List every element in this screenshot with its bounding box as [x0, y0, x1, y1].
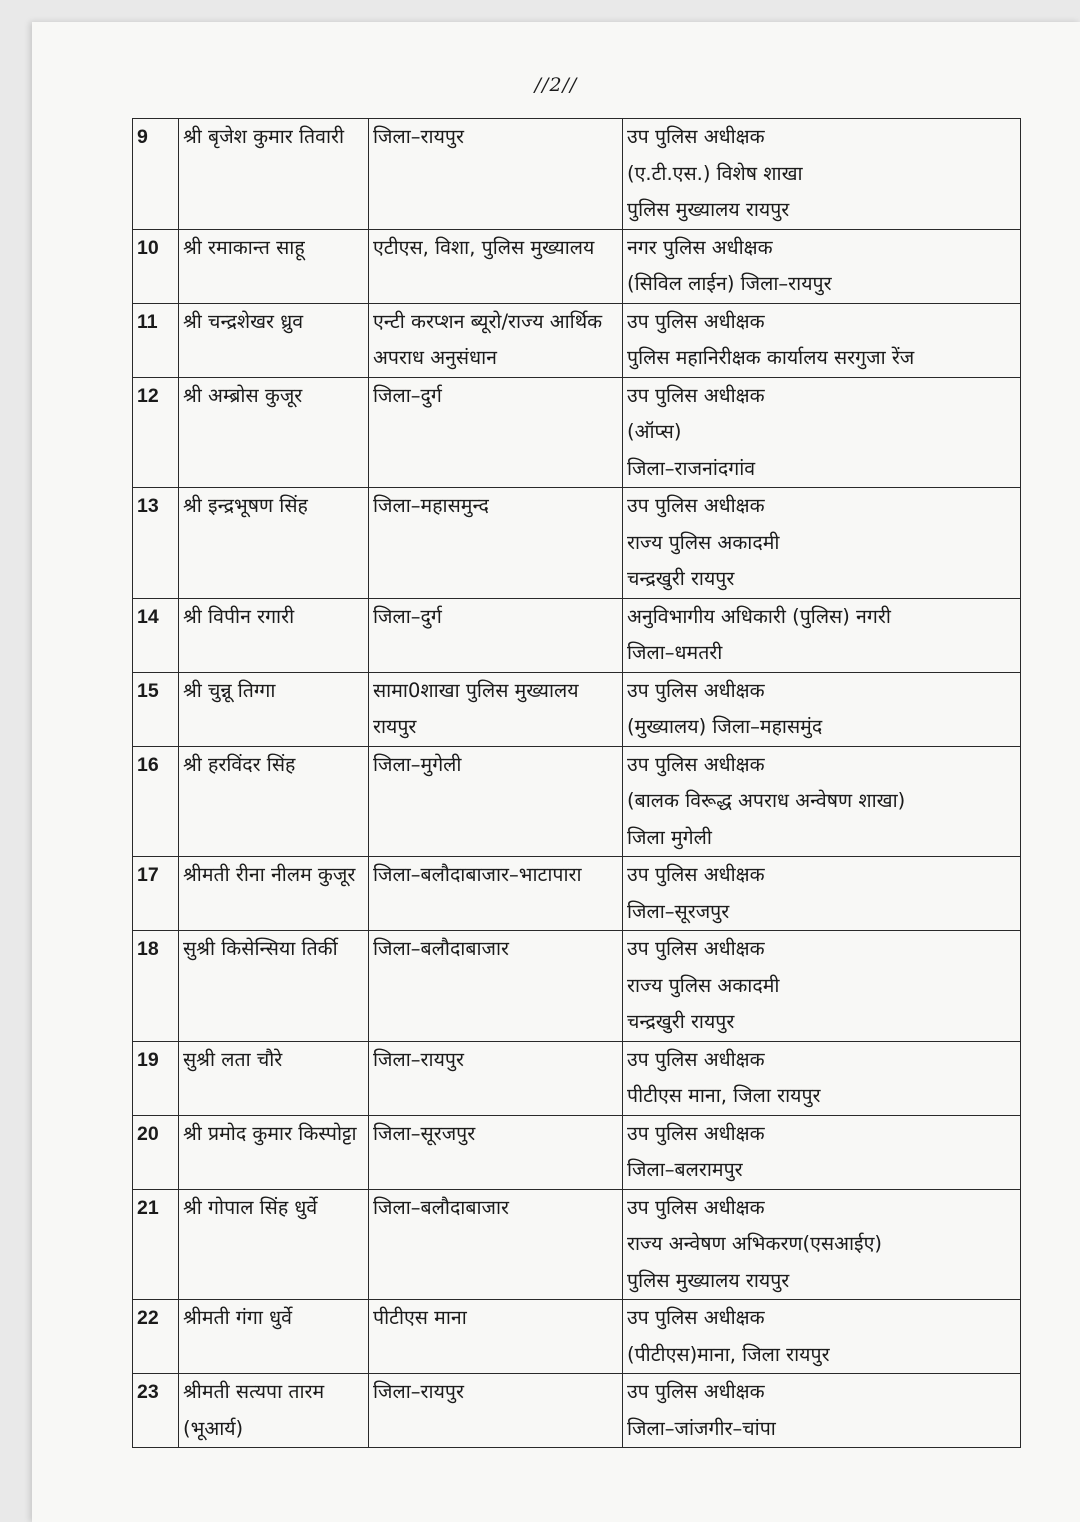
- current-posting: जिला–दुर्ग: [369, 377, 623, 488]
- new-posting-line: चन्द्रखुरी रायपुर: [627, 1010, 735, 1033]
- serial-number: 22: [133, 1300, 179, 1374]
- current-posting: जिला–दुर्ग: [369, 598, 623, 672]
- new-posting-line: चन्द्रखुरी रायपुर: [627, 567, 735, 590]
- new-posting-line: उप पुलिस अधीक्षक: [627, 1121, 765, 1145]
- officer-name: श्रीमती सत्यपा तारम (भूआर्य): [179, 1374, 369, 1448]
- new-posting: [623, 377, 1021, 488]
- serial-number: 21: [133, 1189, 179, 1300]
- serial-number: 19: [133, 1041, 179, 1115]
- new-posting-line: अनुविभागीय अधिकारी (पुलिस) नगरी: [627, 604, 891, 628]
- new-posting-line: जिला मुगेली: [627, 825, 712, 849]
- current-posting: जिला–मुगेली: [369, 746, 623, 857]
- officer-name: श्री विपीन रगारी: [179, 598, 369, 672]
- serial-number: 10: [133, 229, 179, 303]
- transfer-table: [132, 118, 1021, 1448]
- table-row: [133, 488, 1021, 599]
- officer-name: सुश्री लता चौरे: [179, 1041, 369, 1115]
- serial-number: 17: [133, 857, 179, 931]
- serial-number: 13: [133, 488, 179, 599]
- officer-name: श्री चुन्नू तिग्गा: [179, 672, 369, 746]
- new-posting-line: उप पुलिस अधीक्षक: [627, 309, 765, 333]
- table-row: [133, 931, 1021, 1042]
- current-posting: जिला–बलौदाबाजार–भाटापारा: [369, 857, 623, 931]
- new-posting-line: उप पुलिस अधीक्षक: [627, 863, 765, 886]
- table-row: [133, 377, 1021, 488]
- new-posting-line: (ऑप्स): [627, 420, 682, 443]
- new-posting: [623, 1041, 1021, 1115]
- serial-number: 9: [133, 119, 179, 230]
- officer-name: श्री चन्द्रशेखर ध्रुव: [179, 303, 369, 377]
- table-row: [133, 1300, 1021, 1374]
- new-posting-line: (सिविल लाईन) जिला–रायपुर: [627, 272, 832, 295]
- officer-name: श्रीमती रीना नीलम कुजूर: [179, 857, 369, 931]
- new-posting-line: जिला–धमतरी: [627, 641, 723, 664]
- new-posting-line: नगर पुलिस अधीक्षक: [627, 235, 773, 259]
- officer-name: श्री हरविंदर सिंह: [179, 746, 369, 857]
- new-posting-line: उप पुलिस अधीक्षक: [627, 678, 765, 702]
- new-posting: [623, 229, 1021, 303]
- new-posting: [623, 746, 1021, 857]
- new-posting-line: पुलिस महानिरीक्षक कार्यालय सरगुजा रेंज: [627, 346, 915, 369]
- new-posting-line: पीटीएस माना, जिला रायपुर: [627, 1084, 821, 1107]
- officer-name: सुश्री किसेन्सिया तिर्की: [179, 931, 369, 1042]
- new-posting: [623, 931, 1021, 1042]
- new-posting: [623, 488, 1021, 599]
- current-posting: जिला–रायपुर: [369, 1041, 623, 1115]
- serial-number: 23: [133, 1374, 179, 1448]
- current-posting: एटीएस, विशा, पुलिस मुख्यालय: [369, 229, 623, 303]
- officer-name: श्री बृजेश कुमार तिवारी: [179, 119, 369, 230]
- table-row: [133, 598, 1021, 672]
- new-posting: [623, 857, 1021, 931]
- table-row: [133, 1041, 1021, 1115]
- table-row: [133, 1374, 1021, 1448]
- new-posting-line: उप पुलिस अधीक्षक: [627, 937, 765, 960]
- transfer-table-body: [133, 119, 1021, 1448]
- new-posting: [623, 1189, 1021, 1300]
- new-posting-line: उप पुलिस अधीक्षक: [627, 1306, 765, 1329]
- new-posting-line: जिला–बलरामपुर: [627, 1158, 743, 1181]
- new-posting-line: जिला–राजनांदगांव: [627, 456, 756, 480]
- new-posting: [623, 1374, 1021, 1448]
- current-posting: पीटीएस माना: [369, 1300, 623, 1374]
- new-posting-line: (मुख्यालय) जिला–महासमुंद: [627, 715, 823, 738]
- new-posting-line: उप पुलिस अधीक्षक: [627, 125, 765, 148]
- new-posting: [623, 1115, 1021, 1189]
- new-posting-line: राज्य पुलिस अकादमी: [627, 530, 780, 554]
- new-posting-line: जिला–जांजगीर–चांपा: [627, 1416, 776, 1440]
- serial-number: 12: [133, 377, 179, 488]
- officer-name: श्री रमाकान्त साहू: [179, 229, 369, 303]
- new-posting-line: (पीटीएस)माना, जिला रायपुर: [627, 1342, 830, 1366]
- new-posting: [623, 119, 1021, 230]
- current-posting: सामा0शाखा पुलिस मुख्यालय रायपुर: [369, 672, 623, 746]
- new-posting-line: उप पुलिस अधीक्षक: [627, 494, 765, 517]
- table-row: [133, 119, 1021, 230]
- officer-name: श्री गोपाल सिंह धुर्वे: [179, 1189, 369, 1300]
- table-row: [133, 229, 1021, 303]
- table-row: [133, 746, 1021, 857]
- document-page: [32, 22, 1080, 1522]
- new-posting: [623, 303, 1021, 377]
- serial-number: 20: [133, 1115, 179, 1189]
- current-posting: जिला–बलौदाबाजार: [369, 931, 623, 1042]
- serial-number: 15: [133, 672, 179, 746]
- current-posting: जिला–रायपुर: [369, 1374, 623, 1448]
- new-posting-line: राज्य पुलिस अकादमी: [627, 973, 780, 997]
- serial-number: 16: [133, 746, 179, 857]
- new-posting: [623, 672, 1021, 746]
- officer-name: श्रीमती गंगा धुर्वे: [179, 1300, 369, 1374]
- current-posting: जिला–महासमुन्द: [369, 488, 623, 599]
- serial-number: 11: [133, 303, 179, 377]
- new-posting-line: उप पुलिस अधीक्षक: [627, 1047, 765, 1071]
- new-posting-line: जिला–सूरजपुर: [627, 899, 730, 923]
- serial-number: 14: [133, 598, 179, 672]
- new-posting: [623, 1300, 1021, 1374]
- new-posting-line: (ए.टी.एस.) विशेष शाखा: [627, 161, 803, 185]
- table-row: [133, 1115, 1021, 1189]
- new-posting-line: (बालक विरूद्ध अपराध अन्वेषण शाखा): [627, 789, 906, 812]
- officer-name: श्री अम्ब्रोस कुजूर: [179, 377, 369, 488]
- current-posting: एन्टी करप्शन ब्यूरो/राज्य आर्थिक अपराध अनुसंधान: [369, 303, 623, 377]
- officer-name: श्री प्रमोद कुमार किस्पोट्टा: [179, 1115, 369, 1189]
- current-posting: जिला–बलौदाबाजार: [369, 1189, 623, 1300]
- new-posting-line: राज्य अन्वेषण अभिकरण(एसआईए): [627, 1232, 883, 1255]
- new-posting-line: उप पुलिस अधीक्षक: [627, 383, 765, 407]
- serial-number: 18: [133, 931, 179, 1042]
- new-posting-line: पुलिस मुख्यालय रायपुर: [627, 198, 790, 221]
- new-posting-line: उप पुलिस अधीक्षक: [627, 1380, 765, 1403]
- new-posting-line: उप पुलिस अधीक्षक: [627, 1195, 765, 1219]
- officer-name: श्री इन्द्रभूषण सिंह: [179, 488, 369, 599]
- page-number: //2//: [534, 74, 578, 96]
- table-row: [133, 672, 1021, 746]
- table-row: [133, 857, 1021, 931]
- current-posting: जिला–सूरजपुर: [369, 1115, 623, 1189]
- new-posting-line: उप पुलिस अधीक्षक: [627, 752, 765, 776]
- current-posting: जिला–रायपुर: [369, 119, 623, 230]
- table-row: [133, 303, 1021, 377]
- new-posting: [623, 598, 1021, 672]
- new-posting-line: पुलिस मुख्यालय रायपुर: [627, 1268, 790, 1292]
- table-row: [133, 1189, 1021, 1300]
